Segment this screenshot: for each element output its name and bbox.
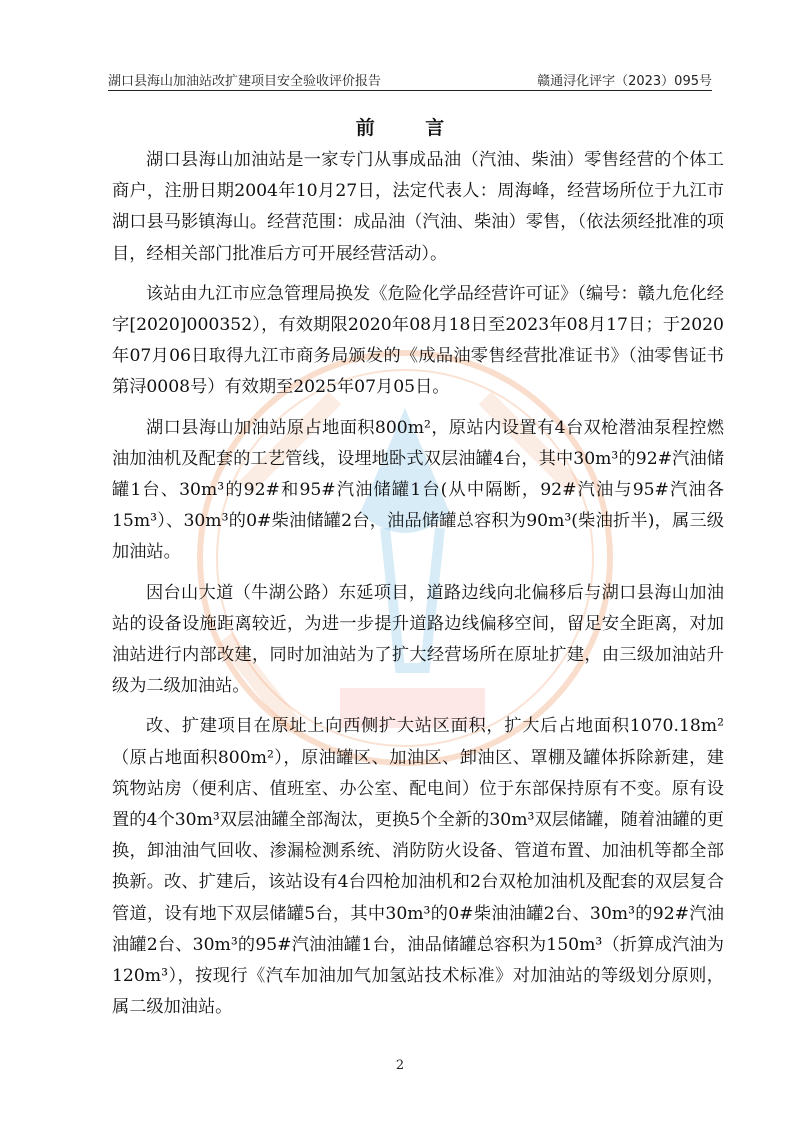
paragraph-expansion: 改、扩建项目在原址上向西侧扩大站区面积，扩大后占地面积1070.18m²（原占地面积800m²），原油罐区、加油区、卸油区、罩棚及罐体拆除新建，建筑物站房（便利店、值班室、办公室、配电间）位于东部保持原有不变。原有设置的4个30m³双层油罐全部淘汰，更换5个全新的30m³双层储罐，随着油罐的更换，卸油油气回收、渗漏检测系统、消防防火设备、管道布置、加油机等都全部换新。改、扩建后，该站设有4台四枪加油机和2台双枪加油机及配套的双层复合管道，设有地下双层储罐5台，其中30m³的0#柴油油罐2台、30m³的92#汽油油罐2台、30m³的95#汽油油罐1台，油品储罐总容积为150m³（折算成汽油为120m³），按现行《汽车加油加气加氢站技术标准》对加油站的等级划分原则，属二级加油站。: [112, 716, 724, 1018]
page-header: [108, 64, 712, 91]
page-number: 2: [395, 1058, 405, 1073]
header-document-number: 赣通浔化评字（2023）095号: [537, 74, 712, 89]
page-title: 前 言: [355, 117, 467, 139]
paragraph-original-facilities: 湖口县海山加油站原占地面积800m²，原站内设置有4台双枪潜油泵程控燃油加油机及配套的工艺管线，设埋地卧式双层油罐4台，其中30m³的92#汽油储罐1台、30m³的92#和95#汽油储罐1台(从中隔断，92#汽油与95#汽油各15m³）、30m³的0#柴油储罐2台，油品储罐总容积为90m³(柴油折半)，属三级加油站。: [112, 417, 724, 563]
paragraph-license: 该站由九江市应急管理局换发《危险化学品经营许可证》（编号：赣九危化经字[2020]000352），有效期限2020年08月18日至2023年08月17日；于2020年07月06日取得九江市商务局颁发的《成品油零售经营批准证书》（油零售证书第浔0008号）有效期至2025年07月05日。: [112, 283, 724, 398]
preface-body: [112, 145, 724, 1023]
paragraph-intro: 湖口县海山加油站是一家专门从事成品油（汽油、柴油）零售经营的个体工商户，注册日期2004年10月27日，法定代表人：周海峰，经营场所位于九江市湖口县马影镇海山。经营范围：成品油（汽油、柴油）零售，（依法须经批准的项目，经相关部门批准后方可开展经营活动）。: [112, 150, 724, 264]
paragraph-road-project: 因台山大道（牛湖公路）东延项目，道路边线向北偏移后与湖口县海山加油站的设备设施距离较近，为进一步提升道路边线偏移空间，留足安全距离，对加油站进行内部改建，同时加油站为了扩大经营场所在原址扩建，由三级加油站升级为二级加油站。: [112, 582, 724, 697]
header-report-title: 湖口县海山加油站改扩建项目安全验收评价报告: [108, 74, 382, 89]
